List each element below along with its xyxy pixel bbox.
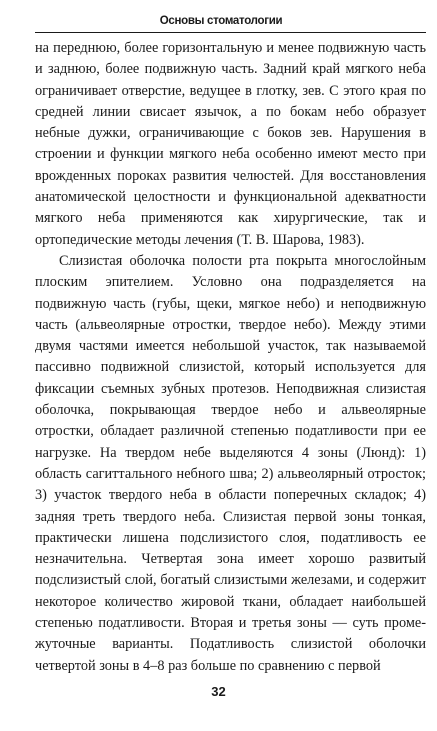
body-paragraph: Слизистая оболочка полости рта покрыта многослойным плоским эпителием. Условно она подразделяется на подвижную часть (губы, щеки, мягкое небо) и неподвижную часть (альвеолярные отростки, твердое небо). Между этими двумя частями имеется небольшой участок, так называемой пассивно подвижной слизистой, который используется для фиксации съемных зубных протезов. Неподвижная слизистая оболочка, покрывающая твердое небо и альвеолярные отростки, обладает различной степенью податливости при ее нагрузке. На твердом небе выделяются 4 зоны (Люнд): 1) область сагиттального небного шва; 2) альвеолярный отросток; 3) участок твердого неба в области поперечных складок; 4) задняя треть твердого неба. Слизистая первой зоны тонкая, практически лишена подслизистого слоя, податливость ее незначительна. Четвертая зона имеет хорошо развитый подслизистый слой, богатый слизистыми железами, и содержит некоторое количество жировой ткани, обладает наибольшей степенью податливости. Вторая и третья зоны — суть промежуточные варианты. Податливость слизистой оболочки четвертой зоны в 4–8 раз больше по сравнению с первой	[35, 252, 426, 674]
header-divider	[35, 32, 426, 33]
page-number: 32	[211, 684, 226, 699]
page-body	[35, 38, 426, 677]
running-head-title: Основы стоматологии	[159, 15, 283, 27]
body-paragraph: на переднюю, более горизонтальную и менее подвижную часть и заднюю, более подвижную часть. Задний край мягкого неба ограничивает отверстие, ведущее в глотку, зев. С этого края по средней линии свисает язычок, а по бокам небо образует небные дужки, ограничивающие с боков зев. Нарушения в строении и функции мягкого неба особенно имеют место при врожденных пороках развития челюстей. Для восстановления анатомической целостности и функциональной адекватности мягкого неба применяются как хирургические, так и ортопедические методы лечения (Т. В. Шарова, 1983).	[35, 40, 426, 248]
